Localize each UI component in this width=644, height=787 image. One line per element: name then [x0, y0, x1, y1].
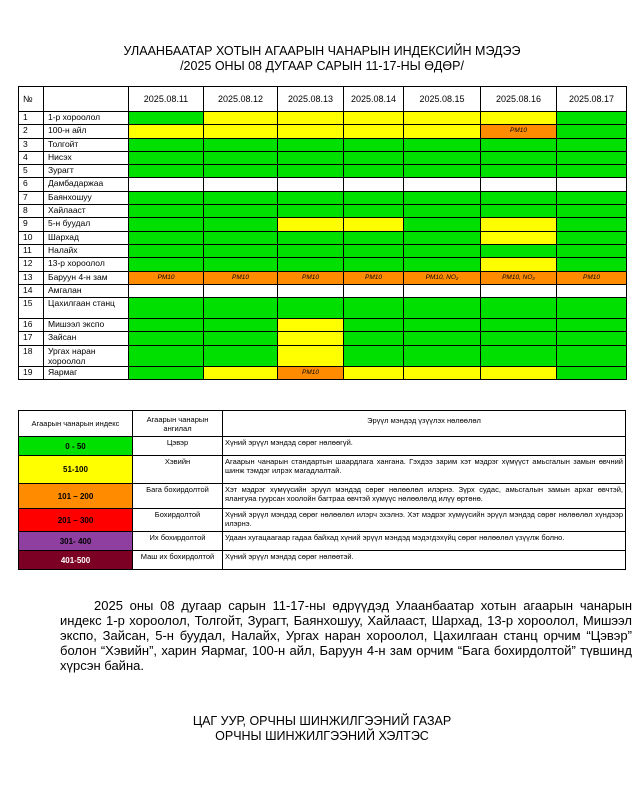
aqi-cell-yellow — [404, 366, 481, 379]
row-number: 9 — [19, 218, 44, 231]
aqi-cell-green — [278, 258, 344, 271]
aqi-cell-green — [557, 319, 627, 332]
aqi-cell-yellow — [278, 319, 344, 332]
aqi-cell-green — [278, 231, 344, 244]
aqi-cell-white — [557, 284, 627, 297]
aqi-cell-green — [557, 244, 627, 257]
aqi-cell-white — [481, 284, 557, 297]
aqi-cell-green — [557, 345, 627, 366]
aqi-cell-white — [278, 178, 344, 191]
aqi-cell-green — [404, 332, 481, 345]
aqi-range-swatch: 401-500 — [19, 551, 133, 570]
station-name: Цахилгаан станц — [44, 298, 129, 319]
table-row — [19, 125, 627, 138]
aqi-cell-yellow — [344, 112, 404, 125]
station-name: Хайлааст — [44, 205, 129, 218]
row-number: 10 — [19, 231, 44, 244]
row-number: 16 — [19, 319, 44, 332]
aqi-cell-green — [204, 332, 278, 345]
aqi-cell-green — [344, 231, 404, 244]
aqi-cell-green — [204, 345, 278, 366]
table-row — [19, 218, 627, 231]
aqi-cell-white — [557, 178, 627, 191]
aqi-cell-white — [204, 284, 278, 297]
station-name: 13-р хороолол — [44, 258, 129, 271]
aqi-cell-white — [278, 284, 344, 297]
aqi-cell-green — [129, 244, 204, 257]
aqi-health-effect: Агаарын чанарын стандартын шаардлага хангана. Гэхдээ зарим хэт мэдрэг хүмүүст амьсгалын замын өвчний шинж тэмдэг илрэх магадлалтай. — [223, 456, 626, 484]
station-name: 5-н буудал — [44, 218, 129, 231]
aqi-cell-green — [404, 319, 481, 332]
aqi-cell-green — [481, 191, 557, 204]
aqi-cell-orange: PM10 — [129, 271, 204, 284]
aqi-cell-green — [129, 191, 204, 204]
aqi-cell-green — [404, 298, 481, 319]
aqi-cell-white — [204, 178, 278, 191]
aqi-cell-yellow — [204, 125, 278, 138]
aqi-cell-green — [344, 205, 404, 218]
aqi-cell-orange: PM10 — [557, 271, 627, 284]
station-name: 1-р хороолол — [44, 112, 129, 125]
aqi-cell-green — [344, 191, 404, 204]
station-name: Мишээл экспо — [44, 319, 129, 332]
table-row — [19, 112, 627, 125]
aqi-cell-green — [344, 138, 404, 151]
row-number: 12 — [19, 258, 44, 271]
legend-header-category: Агаарын чанарын ангилал — [133, 411, 223, 437]
row-number: 1 — [19, 112, 44, 125]
aqi-cell-green — [204, 298, 278, 319]
aqi-cell-yellow — [404, 112, 481, 125]
table-row — [19, 138, 627, 151]
aqi-cell-green — [278, 165, 344, 178]
aqi-cell-yellow — [404, 125, 481, 138]
date-header: 2025.08.16 — [481, 87, 557, 112]
station-name: Зурагт — [44, 165, 129, 178]
aqi-cell-yellow — [344, 218, 404, 231]
table-row — [19, 258, 627, 271]
aqi-cell-green — [557, 125, 627, 138]
aqi-cell-green — [129, 319, 204, 332]
aqi-cell-green — [404, 244, 481, 257]
aqi-cell-green — [557, 366, 627, 379]
station-name: Баянхошуу — [44, 191, 129, 204]
date-header: 2025.08.12 — [204, 87, 278, 112]
row-number: 3 — [19, 138, 44, 151]
aqi-cell-green — [481, 345, 557, 366]
aqi-cell-green — [404, 345, 481, 366]
row-number: 7 — [19, 191, 44, 204]
aqi-cell-green — [481, 319, 557, 332]
aqi-cell-green — [129, 218, 204, 231]
aqi-cell-white — [404, 178, 481, 191]
aqi-cell-green — [129, 332, 204, 345]
aqi-cell-yellow — [278, 332, 344, 345]
station-name: Яармаг — [44, 366, 129, 379]
legend-row — [19, 532, 626, 551]
aqi-cell-white — [129, 284, 204, 297]
aqi-cell-white — [481, 178, 557, 191]
aqi-cell-green — [278, 298, 344, 319]
legend-row — [19, 437, 626, 456]
aqi-category: Хэвийн — [133, 456, 223, 484]
aqi-cell-green — [404, 258, 481, 271]
aqi-cell-green — [344, 332, 404, 345]
station-name: Шархад — [44, 231, 129, 244]
aqi-cell-green — [481, 244, 557, 257]
aqi-health-effect: Хүний эрүүл мэндэд сөрөг нөлөөгүй. — [223, 437, 626, 456]
station-name: 100-н айл — [44, 125, 129, 138]
aqi-category: Цэвэр — [133, 437, 223, 456]
aqi-cell-green — [129, 151, 204, 164]
table-row — [19, 244, 627, 257]
aqi-cell-yellow — [204, 366, 278, 379]
table-row — [19, 178, 627, 191]
table-row — [19, 191, 627, 204]
aqi-cell-green — [404, 151, 481, 164]
aqi-cell-white — [404, 284, 481, 297]
aqi-cell-green — [278, 138, 344, 151]
aqi-cell-green — [129, 298, 204, 319]
aqi-cell-green — [344, 165, 404, 178]
aqi-cell-green — [557, 191, 627, 204]
aqi-cell-green — [404, 165, 481, 178]
aqi-cell-green — [204, 138, 278, 151]
aqi-cell-orange: PM10 — [344, 271, 404, 284]
legend-header-row — [19, 411, 626, 437]
aqi-cell-yellow — [344, 125, 404, 138]
aqi-category: Бохирдолтой — [133, 509, 223, 532]
date-header: 2025.08.15 — [404, 87, 481, 112]
aqi-cell-green — [481, 298, 557, 319]
aqi-cell-green — [278, 244, 344, 257]
aqi-cell-white — [129, 178, 204, 191]
aqi-cell-green — [129, 345, 204, 366]
aqi-cell-green — [204, 205, 278, 218]
legend-row — [19, 551, 626, 570]
aqi-cell-yellow — [481, 258, 557, 271]
table-row — [19, 165, 627, 178]
aqi-range-swatch: 201 – 300 — [19, 509, 133, 532]
table-row — [19, 298, 627, 319]
footer-department: ОРЧНЫ ШИНЖИЛГЭЭНИЙ ХЭЛТЭС — [215, 729, 429, 743]
table-row — [19, 205, 627, 218]
station-name: Налайх — [44, 244, 129, 257]
aqi-cell-orange: PM10, NO₂ — [481, 271, 557, 284]
aqi-cell-green — [204, 231, 278, 244]
aqi-cell-orange: PM10, NO₂ — [404, 271, 481, 284]
table-row — [19, 151, 627, 164]
aqi-cell-green — [129, 112, 204, 125]
row-number: 11 — [19, 244, 44, 257]
aqi-cell-green — [204, 165, 278, 178]
aqi-cell-green — [557, 112, 627, 125]
station-name: Дамбадаржаа — [44, 178, 129, 191]
table-row — [19, 271, 627, 284]
row-number: 19 — [19, 366, 44, 379]
row-number: 4 — [19, 151, 44, 164]
aqi-cell-green — [129, 205, 204, 218]
row-number: 17 — [19, 332, 44, 345]
footer-agency: ЦАГ УУР, ОРЧНЫ ШИНЖИЛГЭЭНИЙ ГАЗАР — [192, 714, 452, 728]
row-number: 13 — [19, 271, 44, 284]
aqi-cell-green — [557, 231, 627, 244]
aqi-cell-green — [557, 218, 627, 231]
row-number: 6 — [19, 178, 44, 191]
aqi-cell-green — [404, 218, 481, 231]
aqi-range-swatch: 101 – 200 — [19, 484, 133, 509]
aqi-cell-green — [404, 191, 481, 204]
aqi-cell-green — [557, 138, 627, 151]
date-header: 2025.08.13 — [278, 87, 344, 112]
aqi-category: Их бохирдолтой — [133, 532, 223, 551]
aqi-legend-table — [18, 410, 626, 570]
summary-paragraph: 2025 оны 08 дугаар сарын 11-17-ны өдрүүдэд Улаанбаатар хотын агаарын чанарын индекс 1-р хороолол, Толгойт, Зурагт, Баянхошуу, Хайлааст, Шархад, 13-р хороолол, Мишээл экспо, Зайсан, 5-н буудал, Налайх, Ургах наран хороолол, Цахилгаан станц орчим “Цэвэр” болон “Хэвийн”, харин Яармаг, 100-н айл, Баруун 4-н зам орчим “Бага бохирдолтой” түвшинд хүрсэн байна. — [60, 598, 632, 673]
legend-row — [19, 509, 626, 532]
table-row — [19, 231, 627, 244]
table-header-row — [19, 87, 627, 112]
aqi-cell-orange: PM10 — [278, 366, 344, 379]
row-number: 2 — [19, 125, 44, 138]
aqi-cell-orange: PM10 — [278, 271, 344, 284]
aqi-cell-green — [129, 231, 204, 244]
aqi-cell-yellow — [481, 231, 557, 244]
aqi-cell-green — [129, 165, 204, 178]
aqi-cell-yellow — [481, 112, 557, 125]
aqi-cell-green — [557, 205, 627, 218]
aqi-cell-green — [404, 138, 481, 151]
aqi-cell-green — [404, 231, 481, 244]
station-name: Толгойт — [44, 138, 129, 151]
row-number: 5 — [19, 165, 44, 178]
aqi-cell-green — [278, 191, 344, 204]
aqi-cell-yellow — [278, 218, 344, 231]
station-name: Нисэх — [44, 151, 129, 164]
date-header: 2025.08.17 — [557, 87, 627, 112]
date-header: 2025.08.14 — [344, 87, 404, 112]
aqi-cell-green — [344, 319, 404, 332]
report-subtitle: /2025 ОНЫ 08 ДУГААР САРЫН 11-17-НЫ ӨДӨР/ — [180, 59, 464, 73]
report-title: УЛААНБААТАР ХОТЫН АГААРЫН ЧАНАРЫН ИНДЕКСИЙН МЭДЭЭ — [123, 44, 521, 58]
aqi-category: Маш их бохирдолтой — [133, 551, 223, 570]
aqi-cell-yellow — [344, 366, 404, 379]
aqi-cell-green — [344, 345, 404, 366]
aqi-cell-green — [129, 138, 204, 151]
air-quality-table — [18, 86, 627, 380]
aqi-cell-green — [481, 332, 557, 345]
station-name: Амгалан — [44, 284, 129, 297]
aqi-cell-green — [278, 205, 344, 218]
aqi-cell-yellow — [481, 218, 557, 231]
aqi-range-swatch: 301- 400 — [19, 532, 133, 551]
table-body — [19, 112, 627, 380]
aqi-cell-green — [481, 151, 557, 164]
aqi-range-swatch: 51-100 — [19, 456, 133, 484]
aqi-cell-green — [557, 298, 627, 319]
aqi-cell-green — [481, 205, 557, 218]
aqi-cell-green — [204, 319, 278, 332]
aqi-cell-yellow — [278, 125, 344, 138]
aqi-cell-white — [344, 284, 404, 297]
table-row — [19, 366, 627, 379]
station-name: Ургах наран хороолол — [44, 345, 129, 366]
aqi-cell-green — [344, 151, 404, 164]
aqi-cell-green — [557, 165, 627, 178]
table-row — [19, 319, 627, 332]
aqi-cell-yellow — [204, 112, 278, 125]
date-header: 2025.08.11 — [129, 87, 204, 112]
row-number: 18 — [19, 345, 44, 366]
aqi-range-swatch: 0 - 50 — [19, 437, 133, 456]
row-number: 8 — [19, 205, 44, 218]
aqi-cell-yellow — [278, 112, 344, 125]
aqi-cell-green — [344, 298, 404, 319]
aqi-health-effect: Удаан хугацаагаар гадаа байхад хүний эрүүл мэндэд мэдэгдэхүйц сөрөг нөлөөлөл үзүүлж болно. — [223, 532, 626, 551]
aqi-cell-green — [204, 151, 278, 164]
aqi-cell-green — [204, 258, 278, 271]
number-header: № — [19, 87, 44, 112]
table-row — [19, 284, 627, 297]
aqi-cell-green — [129, 258, 204, 271]
aqi-cell-green — [278, 151, 344, 164]
legend-row — [19, 456, 626, 484]
station-header — [44, 87, 129, 112]
aqi-cell-green — [481, 138, 557, 151]
aqi-health-effect: Хүний эрүүл мэндэд сөрөг нөлөөтэй. — [223, 551, 626, 570]
legend-header-effect: Эрүүл мэндэд үзүүлэх нөлөөлөл — [223, 411, 626, 437]
aqi-cell-green — [344, 258, 404, 271]
aqi-cell-green — [129, 366, 204, 379]
aqi-cell-yellow — [129, 125, 204, 138]
aqi-health-effect: Хүний эрүүл мэндэд сөрөг нөлөөлөл илэрч эхэлнэ. Хэт мэдрэг хүмүүсийн эрүүл мэндэд сөрөг нөлөөлөл хүндээр илэрнэ. — [223, 509, 626, 532]
aqi-cell-green — [204, 218, 278, 231]
aqi-health-effect: Хэт мэдрэг хүмүүсийн эрүүл мэндэд сөрөг нөлөөлөл илэрнэ. Зүрх судас, амьсгалын замын архаг өвчтэй, ялангуяа гуурсан хоолойн багтраа өвчтэй хүмүүс нөлөөлөлд илүү өртөнө. — [223, 484, 626, 509]
aqi-cell-orange: PM10 — [204, 271, 278, 284]
aqi-cell-green — [557, 258, 627, 271]
aqi-cell-white — [344, 178, 404, 191]
aqi-cell-green — [204, 191, 278, 204]
aqi-cell-green — [481, 165, 557, 178]
row-number: 15 — [19, 298, 44, 319]
aqi-cell-green — [557, 151, 627, 164]
aqi-cell-orange: PM10 — [481, 125, 557, 138]
aqi-cell-green — [404, 205, 481, 218]
aqi-cell-green — [557, 332, 627, 345]
row-number: 14 — [19, 284, 44, 297]
station-name: Зайсан — [44, 332, 129, 345]
aqi-cell-yellow — [481, 366, 557, 379]
aqi-cell-green — [344, 244, 404, 257]
aqi-cell-yellow — [278, 345, 344, 366]
legend-row — [19, 484, 626, 509]
legend-header-index: Агаарын чанарын индекс — [19, 411, 133, 437]
aqi-category: Бага бохирдолтой — [133, 484, 223, 509]
station-name: Баруун 4-н зам — [44, 271, 129, 284]
aqi-cell-green — [204, 244, 278, 257]
table-row — [19, 332, 627, 345]
table-row — [19, 345, 627, 366]
